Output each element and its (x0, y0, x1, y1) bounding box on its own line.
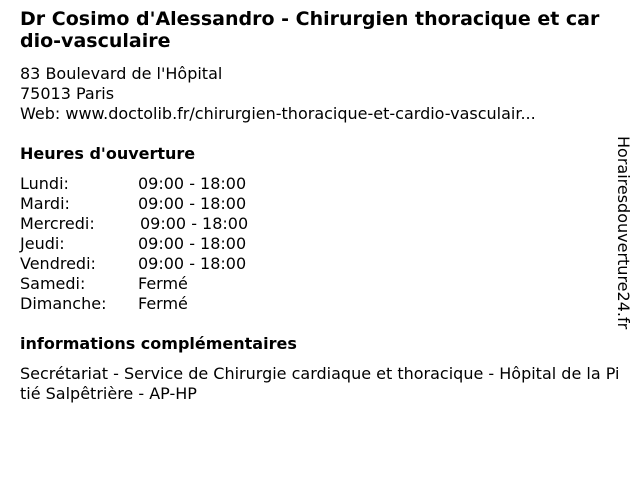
opening-hours-heading: Heures d'ouverture (20, 144, 196, 163)
page-title: Dr Cosimo d'Alessandro - Chirurgien thoracique et cardio-vasculaire (20, 8, 600, 52)
day-label: Mercredi: (20, 214, 95, 233)
address-city: 75013 Paris (20, 84, 115, 103)
hours-value: 09:00 - 18:00 (138, 234, 247, 253)
hours-value: 09:00 - 18:00 (140, 214, 249, 233)
day-label: Mardi: (20, 194, 70, 213)
hours-value: 09:00 - 18:00 (138, 194, 247, 213)
address-street: 83 Boulevard de l'Hôpital (20, 64, 223, 83)
hours-row-tuesday (20, 194, 340, 214)
hours-value: 09:00 - 18:00 (138, 254, 247, 273)
opening-hours-table (20, 174, 340, 314)
hours-row-sunday (20, 294, 340, 314)
day-label: Lundi: (20, 174, 69, 193)
day-label: Vendredi: (20, 254, 96, 273)
additional-info-text: Secrétariat - Service de Chirurgie cardiaque et thoracique - Hôpital de la Pitié Salpêtrière - AP-HP (20, 364, 620, 403)
address-block (20, 64, 536, 124)
day-label: Samedi: (20, 274, 86, 293)
hours-row-wednesday (20, 214, 340, 234)
site-watermark: Horairesdouverture24.fr (614, 136, 633, 330)
day-label: Dimanche: (20, 294, 107, 313)
hours-row-saturday (20, 274, 340, 294)
additional-info-heading: informations complémentaires (20, 334, 297, 353)
hours-row-friday (20, 254, 340, 274)
website-link[interactable]: Web: www.doctolib.fr/chirurgien-thoracique-et-cardio-vasculair... (20, 104, 536, 123)
hours-value: 09:00 - 18:00 (138, 174, 247, 193)
hours-row-thursday (20, 234, 340, 254)
hours-row-monday (20, 174, 340, 194)
hours-value: Fermé (138, 294, 188, 313)
day-label: Jeudi: (20, 234, 65, 253)
hours-value: Fermé (138, 274, 188, 293)
